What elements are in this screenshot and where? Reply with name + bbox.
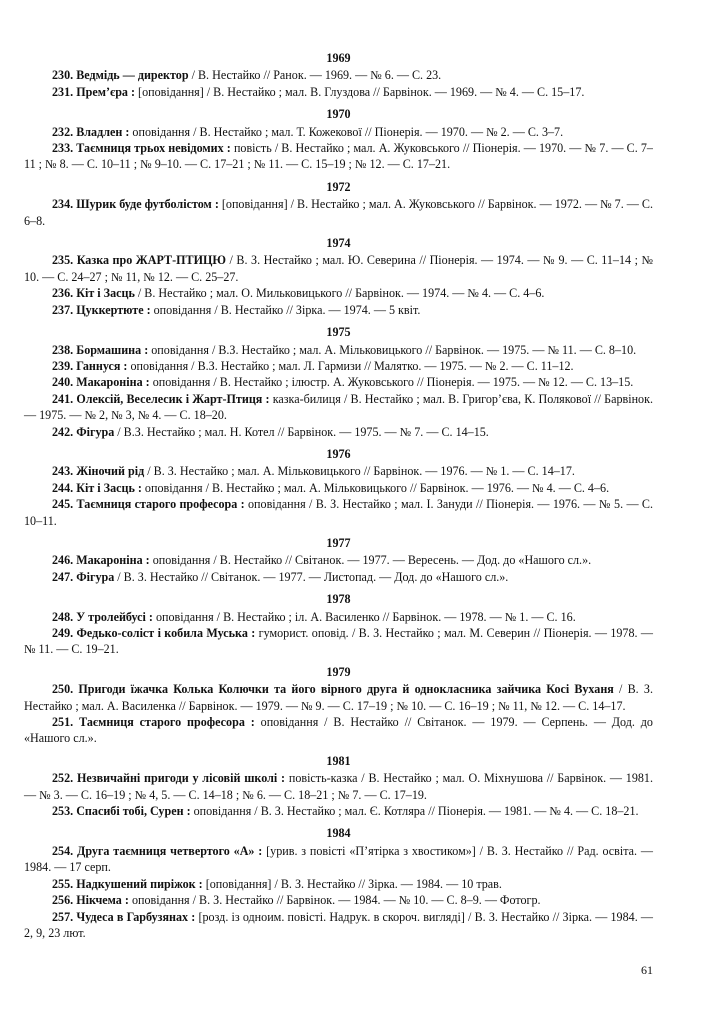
entry-title: Спасибі тобі, Сурен :	[76, 804, 191, 819]
entry-details: оповідання / В. Нестайко // Зірка. — 1974. — 5 квіт.	[150, 302, 421, 317]
entry-details: / В. З. Нестайко ; мал. А. Василенка // Барвінок. — 1979. — № 9. — С. 17–19 ; № 10. — С. 16–19 ; № 11, № 12. — С. 14–17.	[24, 682, 653, 713]
entry-number: 255.	[52, 876, 74, 891]
entry-title: Пригоди їжачка Колька Колючки та його вірного друга й однокласника зайчика Косі Вуханя	[78, 682, 614, 697]
entry-title: Ведмідь — директор	[76, 68, 189, 83]
entry-details: оповідання / В. Нестайко // Світанок. — 1979. — Серпень. — Дод. до «Нашого сл.».	[24, 715, 653, 746]
entry-details: оповідання / В. Нестайко ; ілюстр. А. Жуковського // Піонерія. — 1975. — № 12. — С. 13–15.	[149, 375, 634, 390]
entry-title: Надкушений пиріжок :	[76, 876, 203, 891]
entry-title: Фігура	[76, 569, 115, 584]
entry-title: Цуккертюте :	[76, 302, 151, 317]
bibliography-entry	[24, 342, 653, 358]
entry-details: повість / В. Нестайко ; мал. А. Жуковського // Піонерія. — 1970. — № 7. — С. 7–11 ; № 8. — С. 10–11 ; № 9–10. — С. 17–21 ; № 11. — С. 15–19 ; № 12. — С. 17–21.	[24, 141, 653, 172]
year-heading: 1975	[326, 325, 351, 340]
entry-number: 240.	[52, 375, 74, 390]
entry-details: казка-билиця / В. Нестайко ; мал. В. Григор’єва, К. Полякової // Барвінок. — 1975. — № 2, № 3, № 4. — С. 18–20.	[24, 391, 654, 423]
entry-title: Прем’єра :	[76, 84, 136, 99]
entry-number: 249.	[52, 626, 74, 640]
entry-details: гуморист. оповід. / В. З. Нестайко ; мал. М. Северин // Піонерія. — 1978. — № 11. — С. 19–21.	[24, 626, 653, 657]
entry-details: оповідання / В. Нестайко ; мал. Т. Кожекової // Піонерія. — 1970. — № 2. — С. 3–7.	[129, 124, 564, 139]
entry-details: [оповідання] / В. Нестайко ; мал. А. Жуковського // Барвінок. — 1972. — № 7. — С. 6–8.	[24, 197, 653, 228]
bibliography-entry	[24, 552, 653, 568]
bibliography-entry	[24, 843, 653, 876]
entry-number: 246.	[52, 553, 74, 568]
entry-details: оповідання / В. Нестайко ; мал. А. Мільковицького // Барвінок. — 1976. — № 4. — С. 4–6.	[141, 480, 610, 495]
bibliography-entry	[24, 609, 653, 625]
bibliography-entry	[24, 252, 653, 285]
bibliography-entry	[24, 358, 653, 374]
entry-number: 250.	[52, 682, 74, 697]
year-heading: 1969	[326, 51, 351, 65]
bibliography-entry	[24, 876, 653, 892]
entry-number: 237.	[52, 302, 74, 317]
entry-details: / В. З. Нестайко ; мал. А. Мільковицького // Барвінок. — 1976. — № 1. — С. 14–17.	[144, 464, 575, 479]
bibliography-entry	[24, 625, 653, 658]
entry-details: [урив. з повісті «П’ятірка з хвостиком»] / В. З. Нестайко // Рад. освіта. — 1984. — 17 серп.	[24, 843, 653, 875]
entry-number: 243.	[52, 464, 74, 479]
entry-number: 244.	[52, 480, 74, 495]
bibliography-entry	[24, 424, 653, 440]
entry-title: Бормашина :	[76, 342, 149, 357]
bibliography-entry	[24, 124, 653, 140]
entry-title: Кіт і Засць	[76, 286, 135, 301]
entry-details: / В.З. Нестайко ; мал. Н. Котел // Барвінок. — 1975. — № 7. — С. 14–15.	[114, 424, 489, 439]
entry-number: 257.	[52, 909, 74, 924]
entry-number: 230.	[52, 68, 74, 83]
entry-number: 232.	[52, 124, 74, 139]
year-heading: 1974	[326, 236, 351, 251]
bibliography-entry	[24, 140, 653, 173]
bibliography-entry	[24, 285, 653, 301]
entry-title: Чудеса в Гарбузянах :	[76, 909, 196, 924]
entry-details: оповідання / В. З. Нестайко // Барвінок. — 1984. — № 10. — С. 8–9. — Фотогр.	[128, 893, 541, 908]
bibliography-entry	[24, 909, 653, 942]
entry-title: Нікчема :	[76, 893, 129, 908]
entry-title: Шурик буде футболістом :	[76, 197, 219, 212]
entry-number: 252.	[52, 771, 74, 786]
bibliography-entry	[24, 480, 653, 496]
entry-number: 239.	[52, 358, 74, 373]
entry-title: Олексій, Веселесик і Жарт-Птиця :	[76, 391, 270, 406]
year-heading: 1984	[326, 826, 351, 841]
entry-details: / В. З. Нестайко // Світанок. — 1977. — Листопад. — Дод. до «Нашого сл.».	[114, 569, 509, 584]
bibliography-entry	[24, 770, 653, 803]
entry-title: Федько-соліст і кобила Муська :	[76, 626, 256, 640]
year-heading: 1972	[326, 179, 351, 194]
bibliography-entry	[24, 463, 653, 479]
bibliography-entry	[24, 569, 653, 585]
year-heading: 1981	[326, 753, 351, 768]
entry-number: 234.	[52, 197, 74, 212]
bibliography-entry	[24, 681, 653, 714]
entry-number: 247.	[52, 569, 74, 584]
entry-number: 236.	[52, 286, 74, 301]
entry-details: [оповідання] / В. Нестайко ; мал. В. Глуздова // Барвінок. — 1969. — № 4. — С. 15–17.	[135, 84, 585, 99]
entry-title: Таємниця старого професора :	[79, 715, 255, 730]
entry-number: 238.	[52, 342, 74, 357]
bibliography-entry	[24, 803, 653, 819]
entry-number: 251.	[52, 715, 74, 730]
bibliography-entry	[24, 374, 653, 390]
entry-title: Фігура	[76, 424, 115, 439]
entry-title: Незвичайні пригоди у лісовій школі :	[76, 771, 286, 786]
bibliography-entry	[24, 496, 653, 529]
entry-title: Кіт і Засць :	[76, 480, 142, 495]
bibliography-entry	[24, 84, 653, 100]
entry-title: Макароніна :	[76, 553, 150, 568]
year-heading: 1976	[326, 446, 351, 461]
entry-details: / В. Нестайко ; мал. О. Мильковицького // Барвінок. — 1974. — № 4. — С. 4–6.	[134, 286, 545, 301]
entry-details: оповідання / В. З. Нестайко ; мал. І. Зануди // Піонерія. — 1976. — № 5. — С. 10–11.	[24, 497, 653, 528]
entry-number: 245.	[52, 497, 74, 512]
entry-details: / В. Нестайко // Ранок. — 1969. — № 6. — С. 23.	[188, 68, 442, 83]
bibliography-entry	[24, 391, 653, 424]
bibliography-entry	[24, 714, 653, 747]
entry-details: оповідання / В. Нестайко ; іл. А. Василенко // Барвінок. — 1978. — № 1. — С. 16.	[152, 609, 576, 624]
entry-details: оповідання / В. З. Нестайко ; мал. Є. Котляра // Піонерія. — 1981. — № 4. — С. 18–21.	[190, 804, 639, 819]
entry-number: 248.	[52, 609, 74, 624]
year-heading: 1979	[326, 664, 351, 679]
entry-title: Жіночий рід	[76, 464, 145, 479]
bibliography-page	[24, 50, 653, 941]
entry-title: Макароніна :	[76, 375, 150, 390]
entry-number: 231.	[52, 84, 74, 99]
entry-number: 235.	[52, 253, 74, 268]
entry-title: Таємниця старого професора :	[76, 497, 245, 512]
year-heading: 1978	[326, 592, 351, 607]
entry-number: 254.	[52, 843, 74, 858]
entry-details: [розд. із одноим. повісті. Надрук. в скороч. вигляді] / В. З. Нестайко // Зірка. — 1984. — 2, 9, 23 лют.	[24, 909, 653, 940]
entry-title: Друга таємниця четвертого «А» :	[77, 843, 263, 858]
entry-details: оповідання / В.З. Нестайко ; мал. А. Мільковицького // Барвінок. — 1975. — № 11. — С. 8–10.	[148, 342, 637, 357]
entry-number: 241.	[52, 391, 74, 406]
entry-details: / В. З. Нестайко ; мал. Ю. Северина // Піонерія. — 1974. — № 9. — С. 11–14 ; № 10. — С. 24–27 ; № 11, № 12. — С. 25–27.	[24, 253, 653, 284]
entry-title: У тролейбусі :	[76, 609, 153, 624]
entry-details: оповідання / В.З. Нестайко ; мал. Л. Гармизи // Малятко. — 1975. — № 2. — С. 11–12.	[127, 358, 574, 373]
entry-number: 256.	[52, 893, 74, 908]
entry-title: Казка про ЖАРТ-ПТИЦЮ	[76, 253, 227, 268]
year-heading: 1977	[326, 535, 351, 550]
entry-number: 253.	[52, 804, 74, 819]
year-heading: 1970	[326, 107, 351, 122]
page-number: 61	[641, 963, 653, 977]
bibliography-entry	[24, 892, 653, 908]
entry-title: Ганнуся :	[76, 358, 128, 373]
entry-details: повість-казка / В. Нестайко ; мал. О. Міхнушова // Барвінок. — 1981. — № 3. — С. 16–19 ; № 4, 5. — С. 14–18 ; № 6. — С. 18–21 ; № 7. — С. 17–19.	[24, 771, 653, 802]
entry-details: оповідання / В. Нестайко // Світанок. — 1977. — Вересень. — Дод. до «Нашого сл.».	[149, 553, 592, 568]
entry-number: 233.	[52, 141, 74, 156]
entry-number: 242.	[52, 424, 74, 439]
bibliography-entry	[24, 196, 653, 229]
bibliography-entry	[24, 302, 653, 318]
entry-title: Владлен :	[76, 124, 130, 139]
bibliography-entry	[24, 67, 653, 83]
entry-details: [оповідання] / В. З. Нестайко // Зірка. — 1984. — 10 трав.	[202, 876, 502, 891]
entry-title: Таємниця трьох невідомих :	[76, 141, 231, 156]
